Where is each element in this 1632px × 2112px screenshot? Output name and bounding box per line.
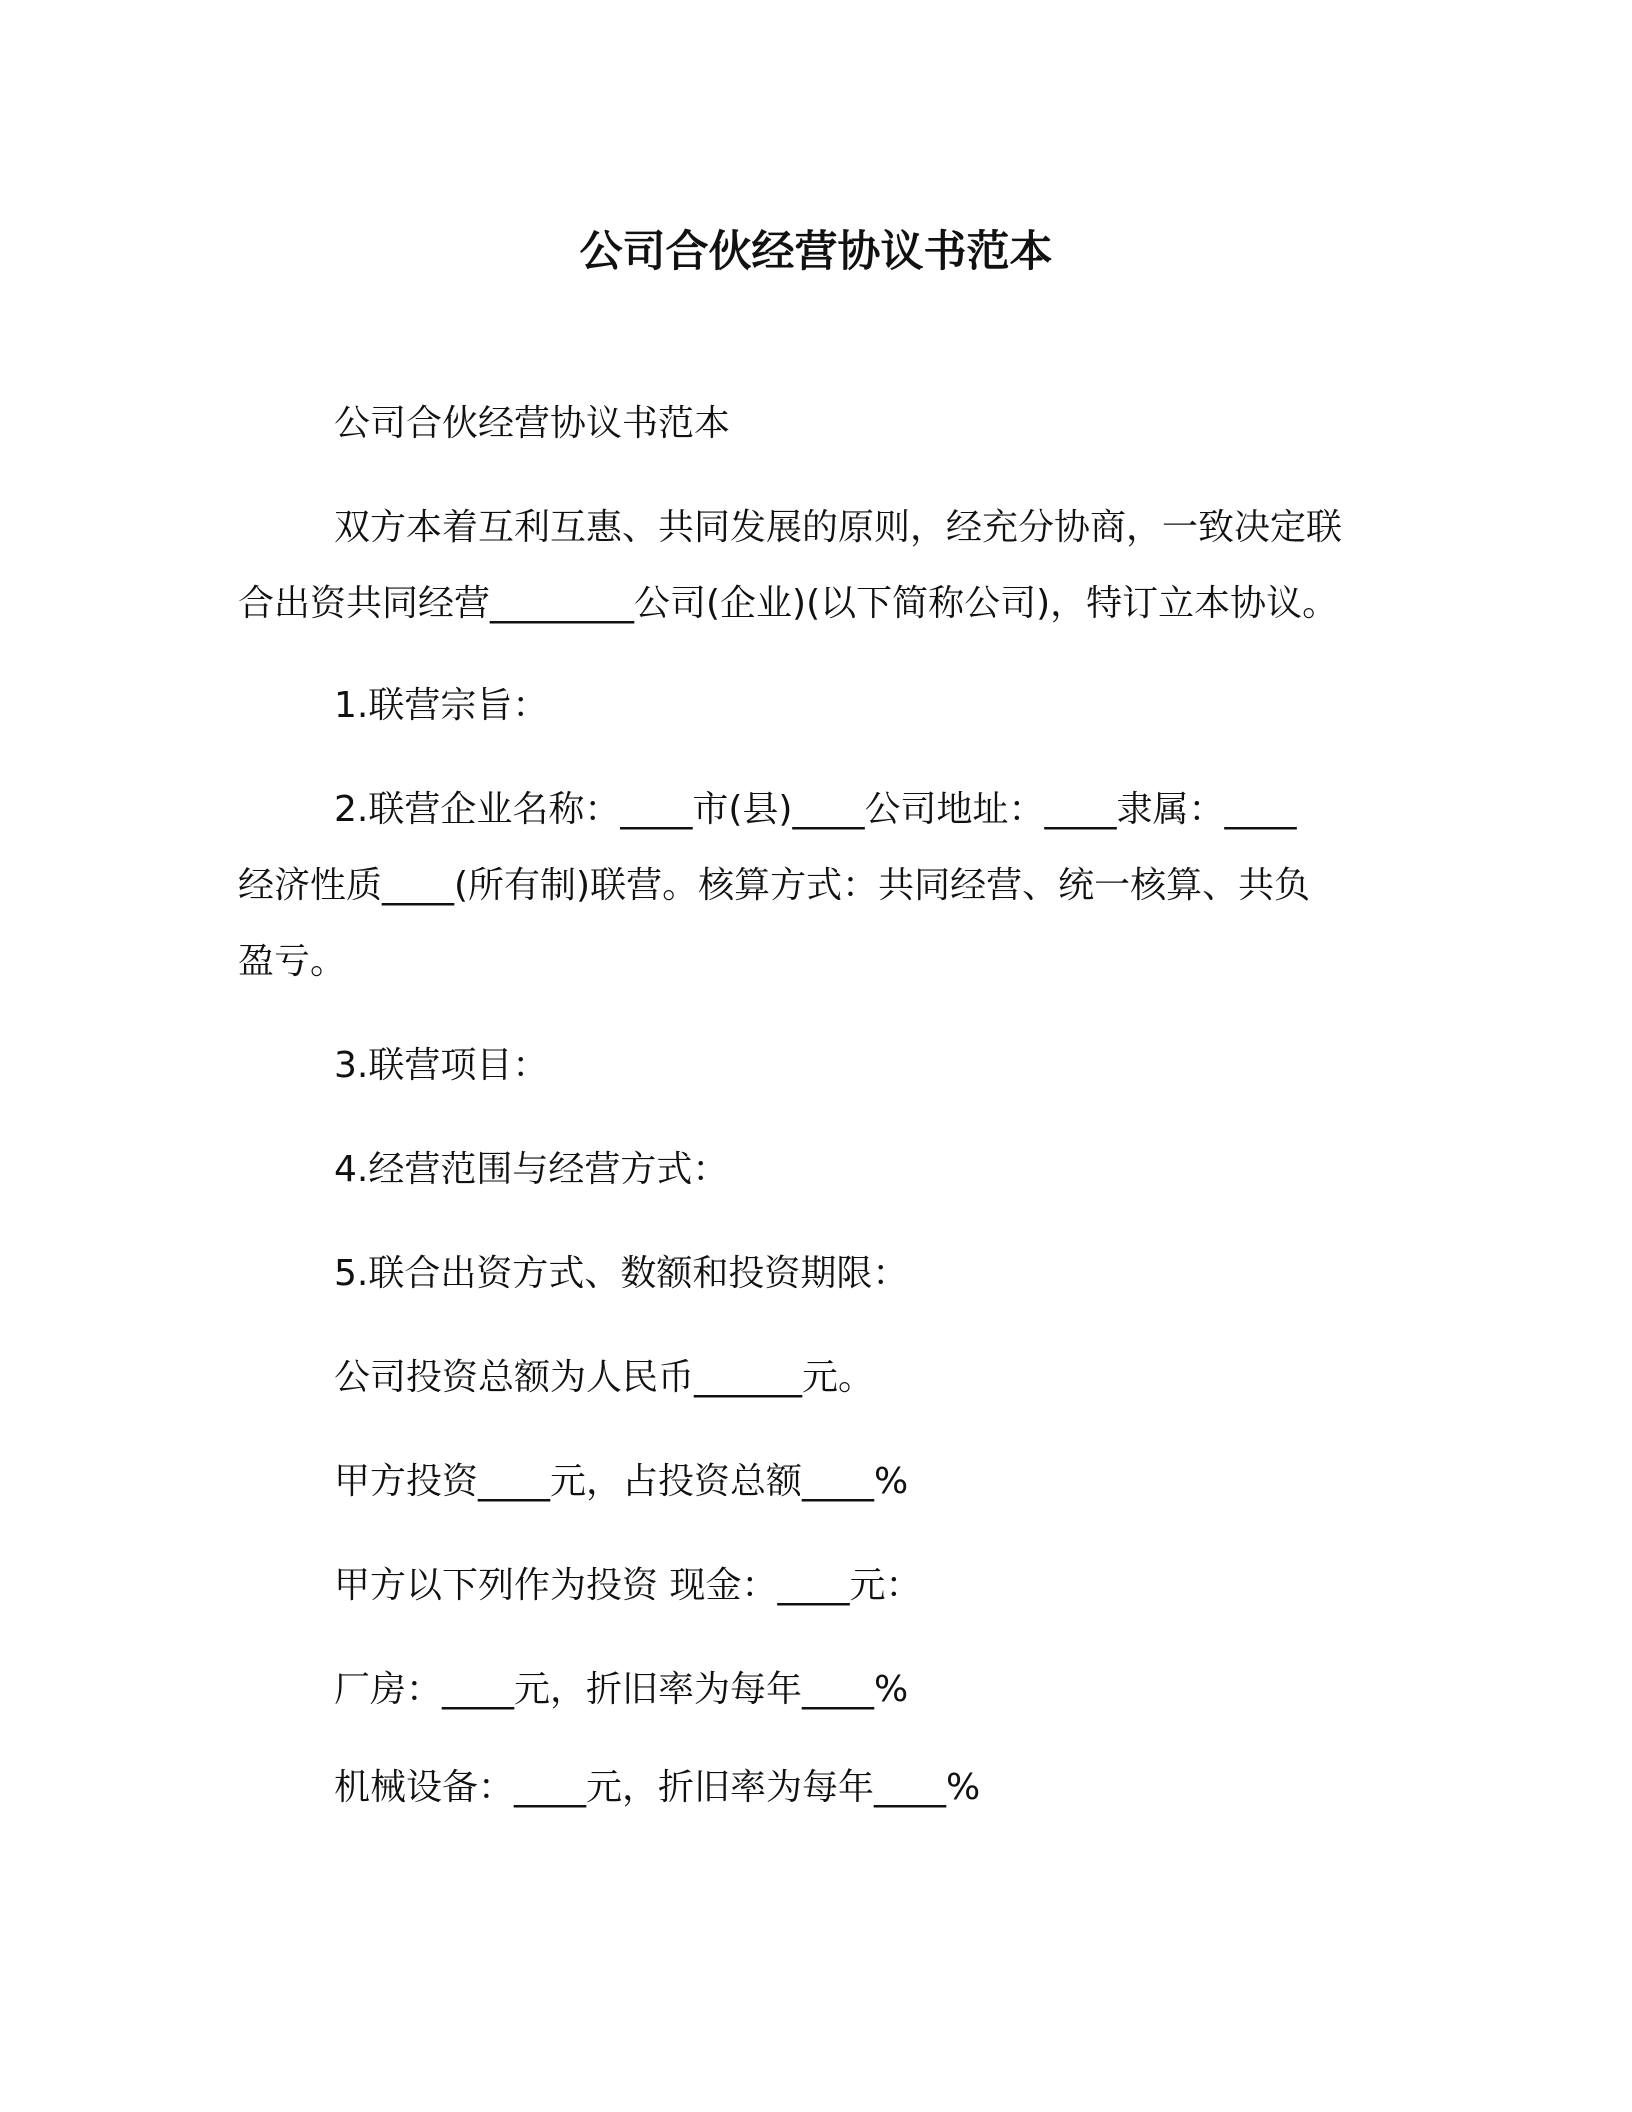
total-investment-line: 公司投资总额为人民币______元。 [334, 1357, 875, 1398]
plant-line: 厂房：____元，折旧率为每年____% [334, 1669, 909, 1710]
clause-2-line-3: 盈亏。 [238, 941, 347, 982]
document-title: 公司合伙经营协议书范本 [579, 227, 1053, 277]
clause-2-paragraph [238, 772, 1394, 1000]
clause-1: 1.联营宗旨： [334, 685, 549, 726]
intro-line-1: 双方本着互利互惠、共同发展的原则，经充分协商，一致决定联 [334, 507, 1343, 548]
intro-line-2: 合出资共同经营________公司(企业)(以下简称公司)，特订立本协议。 [238, 583, 1339, 624]
clause-3: 3.联营项目： [334, 1045, 549, 1086]
document-subtitle: 公司合伙经营协议书范本 [334, 403, 731, 444]
party-a-investment-line: 甲方投资____元，占投资总额____% [334, 1461, 909, 1502]
clause-2-line-1: 2.联营企业名称：____市(县)____公司地址：____隶属：____ [334, 789, 1297, 830]
intro-paragraph [238, 490, 1394, 642]
clause-2-line-2: 经济性质____(所有制)联营。核算方式：共同经营、统一核算、共负 [238, 865, 1311, 906]
machinery-line: 机械设备：____元，折旧率为每年____% [334, 1767, 981, 1808]
clause-4: 4.经营范围与经营方式： [334, 1149, 729, 1190]
party-a-items-line: 甲方以下列作为投资 现金：____元： [334, 1565, 922, 1606]
clause-5: 5.联合出资方式、数额和投资期限： [334, 1253, 909, 1294]
